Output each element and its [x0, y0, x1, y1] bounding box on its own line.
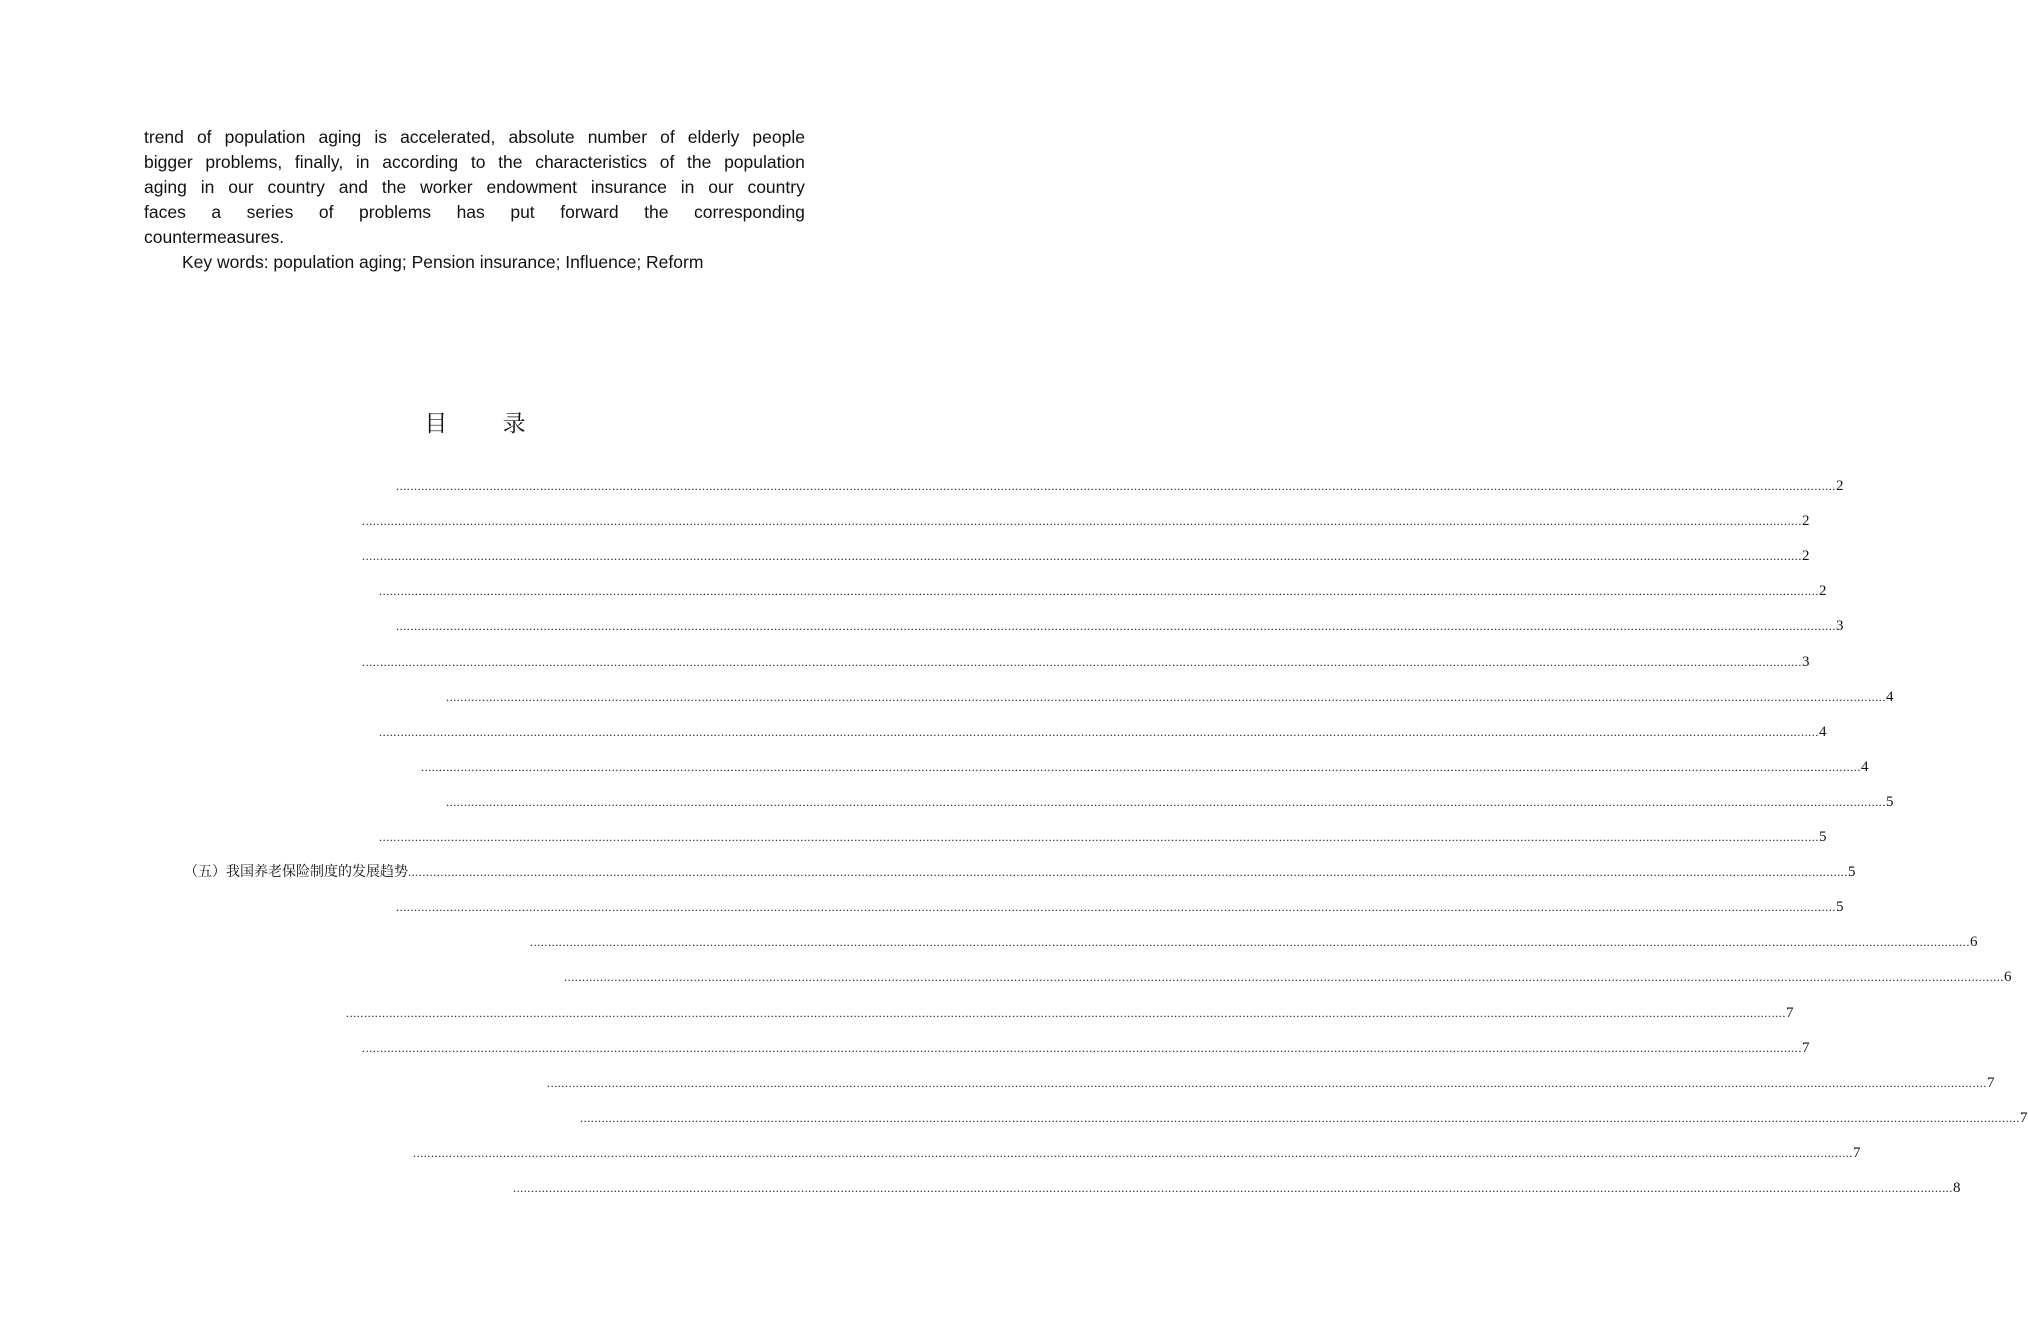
toc-entry[interactable] — [530, 932, 1978, 952]
abstract-word: and — [338, 177, 368, 197]
abstract-word: population — [224, 127, 306, 147]
abstract-word: of — [196, 127, 212, 147]
toc-entry[interactable] — [346, 1003, 1794, 1023]
toc-leader-dots: ................................................................................................................................................................................................................................................................................................................................................................................................................ — [421, 759, 1861, 774]
toc-entry[interactable] — [396, 616, 1844, 636]
toc-leader-dots: ................................................................................................................................................................................................................................................................................................................................................................................................................ — [530, 935, 1970, 950]
toc-leader-dots: ................................................................................................................................................................................................................................................................................................................................................................................................................ — [379, 830, 1819, 844]
abstract-word: the — [381, 177, 407, 197]
toc-entry[interactable] — [580, 1108, 2028, 1128]
abstract-word: our — [708, 177, 734, 197]
abstract-text — [144, 125, 805, 275]
toc-leader-dots: ................................................................................................................................................................................................................................................................................................................................................................................................................ — [547, 1075, 1987, 1090]
toc-entry-page-number: 7 — [1786, 1004, 1794, 1021]
toc-entry[interactable] — [396, 897, 1844, 917]
toc-entry-page-number: 4 — [1861, 758, 1869, 775]
abstract-word: finally, — [294, 152, 344, 172]
toc-entry-page-number: 4 — [1886, 688, 1894, 705]
toc-entry-page-number: 4 — [1819, 723, 1827, 740]
toc-leader-dots: ................................................................................................................................................................................................................................................................................................................................................................................................................ — [396, 619, 1836, 634]
abstract-word: is — [374, 127, 387, 147]
abstract-word: endowment — [486, 177, 578, 197]
toc-leader-dots: ................................................................................................................................................................................................................................................................................................................................................................................................................ — [346, 1005, 1786, 1020]
abstract-word: people — [752, 127, 805, 147]
toc-entry-page-number: 7 — [1987, 1074, 1995, 1091]
toc-entry-page-number: 5 — [1819, 829, 1827, 845]
toc-entry-page-number: 7 — [1802, 1039, 1810, 1056]
toc-entry[interactable] — [446, 792, 1894, 812]
toc-entry-page-number: 5 — [1848, 864, 1856, 881]
abstract-word: the — [687, 152, 712, 172]
keywords-line: Key words: population aging; Pension insurance; Influence; Reform — [182, 252, 704, 272]
toc-entry[interactable] — [513, 1178, 1961, 1198]
abstract-word: characteristics — [535, 152, 648, 172]
abstract-word: bigger — [144, 152, 193, 172]
abstract-word: series — [246, 202, 294, 222]
toc-entry-page-number: 5 — [1836, 899, 1844, 916]
toc-entry[interactable] — [396, 476, 1844, 496]
abstract-line-2 — [144, 150, 805, 175]
toc-entry[interactable] — [547, 1073, 1995, 1093]
toc-entry[interactable] — [362, 546, 1810, 566]
abstract-word: put — [510, 202, 535, 222]
toc-entry[interactable] — [379, 722, 1827, 742]
abstract-word: in — [680, 177, 695, 197]
abstract-word: of — [660, 127, 675, 147]
toc-leader-dots: ................................................................................................................................................................................................................................................................................................................................................................................................................ — [396, 479, 1836, 493]
abstract-word: accelerated, — [400, 127, 496, 147]
toc-leader-dots: ................................................................................................................................................................................................................................................................................................................................................................................................................ — [513, 1181, 1953, 1195]
abstract-word: a — [211, 202, 222, 222]
abstract-word: problems — [359, 202, 432, 222]
toc-leader-dots: ................................................................................................................................................................................................................................................................................................................................................................................................................ — [446, 794, 1886, 809]
abstract-word: elderly — [687, 127, 740, 147]
abstract-word: has — [456, 202, 485, 222]
toc-entry-page-number: 7 — [2020, 1109, 2028, 1126]
toc-entry[interactable] — [362, 1038, 1810, 1058]
abstract-line-3 — [144, 175, 805, 200]
abstract-word: corresponding — [694, 202, 805, 222]
abstract-word: aging — [144, 177, 187, 197]
toc-entry[interactable] — [379, 581, 1827, 601]
abstract-word: in — [200, 177, 215, 197]
toc-entry[interactable] — [446, 687, 1894, 707]
abstract-word: of — [318, 202, 334, 222]
abstract-line-1 — [144, 125, 805, 150]
abstract-word: to — [470, 152, 486, 172]
toc-leader-dots: ................................................................................................................................................................................................................................................................................................................................................................................................................ — [362, 549, 1802, 564]
abstract-word: in — [355, 152, 370, 172]
toc-entry[interactable] — [564, 967, 2012, 987]
abstract-word: of — [659, 152, 675, 172]
toc-entry-page-number: 2 — [1836, 478, 1844, 494]
toc-entry-page-number: 3 — [1836, 618, 1844, 635]
abstract-word: faces — [144, 202, 186, 222]
toc-leader-dots: ................................................................................................................................................................................................................................................................................................................................................................................................................ — [408, 865, 1848, 880]
abstract-word: country — [267, 177, 325, 197]
toc-entry-page-number: 2 — [1819, 583, 1827, 600]
toc-leader-dots: ................................................................................................................................................................................................................................................................................................................................................................................................................ — [379, 724, 1819, 739]
abstract-word: absolute — [508, 127, 575, 147]
toc-leader-dots: ................................................................................................................................................................................................................................................................................................................................................................................................................ — [396, 900, 1836, 915]
toc-entry-page-number: 8 — [1953, 1180, 1961, 1196]
toc-entry-page-number: 2 — [1802, 513, 1810, 530]
toc-entry-page-number: 6 — [2004, 969, 2012, 986]
toc-leader-dots: ................................................................................................................................................................................................................................................................................................................................................................................................................ — [580, 1110, 2020, 1125]
toc-leader-dots: ................................................................................................................................................................................................................................................................................................................................................................................................................ — [379, 584, 1819, 599]
toc-leader-dots: ................................................................................................................................................................................................................................................................................................................................................................................................................ — [362, 514, 1802, 529]
toc-entry[interactable] — [362, 511, 1810, 531]
toc-entry-page-number: 6 — [1970, 934, 1978, 951]
toc-entry-page-number: 3 — [1802, 653, 1810, 670]
abstract-word: the — [644, 202, 669, 222]
toc-title: 目 录 — [424, 411, 550, 437]
toc-leader-dots: ................................................................................................................................................................................................................................................................................................................................................................................................................ — [564, 970, 2004, 985]
abstract-word: number — [587, 127, 648, 147]
abstract-word: according — [382, 152, 459, 172]
toc-entry-page-number: 5 — [1886, 793, 1894, 810]
toc-entry-page-number: 2 — [1802, 548, 1810, 565]
toc-entry[interactable] — [421, 757, 1869, 777]
abstract-word: insurance — [590, 177, 667, 197]
abstract-word: aging — [318, 127, 362, 147]
toc-entry[interactable] — [413, 1143, 1861, 1163]
toc-leader-dots: ................................................................................................................................................................................................................................................................................................................................................................................................................ — [362, 654, 1802, 669]
toc-leader-dots: ................................................................................................................................................................................................................................................................................................................................................................................................................ — [446, 689, 1886, 704]
abstract-word: population — [724, 152, 805, 172]
toc-entry[interactable] — [379, 827, 1827, 847]
abstract-word: country — [747, 177, 805, 197]
toc-leader-dots: ................................................................................................................................................................................................................................................................................................................................................................................................................ — [413, 1145, 1853, 1160]
abstract-word: trend — [144, 127, 184, 147]
abstract-line-4 — [144, 200, 805, 225]
abstract-word: the — [498, 152, 523, 172]
toc-leader-dots: ................................................................................................................................................................................................................................................................................................................................................................................................................ — [362, 1040, 1802, 1055]
toc-entry[interactable] — [362, 652, 1810, 672]
abstract-word: our — [228, 177, 254, 197]
abstract-word: worker — [420, 177, 473, 197]
abstract-word: forward — [560, 202, 619, 222]
abstract-word: problems, — [205, 152, 283, 172]
toc-entry-page-number: 7 — [1853, 1144, 1861, 1161]
toc-entry[interactable] — [184, 862, 1856, 882]
abstract-line-5: countermeasures. — [144, 227, 285, 247]
toc-entry-label: （五）我国养老保险制度的发展趋势 — [184, 864, 408, 881]
